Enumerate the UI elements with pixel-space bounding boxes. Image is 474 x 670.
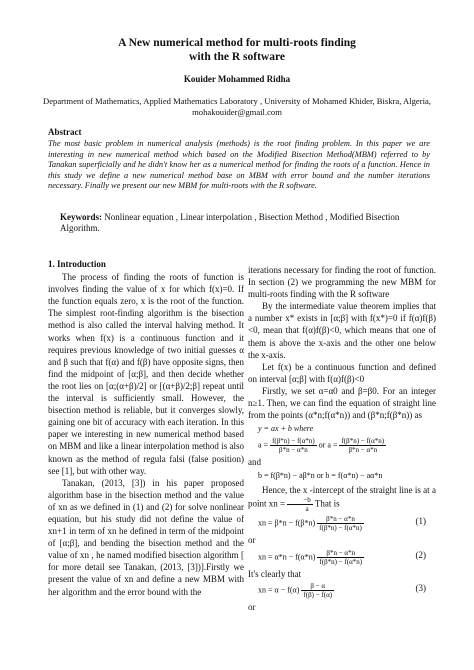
right-paragraph-4: Firstly, we set α=α0 and β=β0. For an integer n≥1. Then, we can find the equation of straight line from the points (α*n;f(α*n)) and (β*n;f(β*n)) as [248, 385, 436, 421]
or-word-1: or [248, 535, 256, 546]
right-column [248, 264, 436, 615]
xn-fraction: $\frac{-b}{a}$ [287, 496, 312, 513]
title-line-1: A New numerical method for multi-roots finding [118, 37, 356, 49]
slope-fraction-2: $\frac{f(\beta*n) - f(\alpha*n)}{\beta*n - \alpha*n}$ [341, 437, 385, 455]
keywords [60, 212, 420, 234]
clearly-text: It's clearly that [248, 568, 302, 579]
and-word: and [248, 457, 261, 468]
equation-number-1: (1) [415, 516, 426, 527]
keywords-text: Nonlinear equation , Linear interpolation , Bisection Method , Modified Bisection Algorithm. [60, 212, 400, 233]
author-name: Kouider Mohammed Ridha [183, 74, 291, 84]
author-affiliation: Department of Mathematics, Applied Mathematics Laboratory , University of Mohamed Khider, Biskra, Algeria, mohakouider@gmail.com [43, 96, 431, 117]
equation-1: xn = β*n − f(β*n) $\frac{\beta*n - \alpha*n}{f(\beta*n) - f(\alpha*n)}$ (1) [258, 515, 426, 533]
abstract-text: The most basic problem in numerical analysis (methods) is the root finding problem. In this paper we are interesting in new numerical method which based on the Modified Bisection Method(MBM) referred to by Tanakan superficially and he didn't know her as a numerical method for finding the roots of a function. Hence in this study we define a new numerical method base on MBM with error bound and the number iterations necessary. Finally we present our new MBM for multi-roots with the R software. [48, 139, 430, 191]
right-paragraph-3: Let f(x) be a continuous function and defined on interval [α;β] with f(α)f(β)<0 [248, 361, 436, 384]
keywords-label: Keywords: [60, 212, 102, 222]
right-paragraph-1: iterations necessary for finding the root of function. In section (2) we programming the new MBM for multi-roots finding with the R software [248, 265, 436, 300]
slope-equation: a = $\frac{f(\beta*n) - f(\alpha*n)}{\beta*n - \alpha*n}$ or a = $\frac{f(\beta*n) - f(\alpha*n)}{\beta*n - \alpha*n}$ [258, 437, 385, 455]
right-paragraph-5: Hence, the x -intercept of the straight line is at a point xn = $\frac{-b}{a}$ That is [248, 485, 436, 514]
intro-paragraph-1: The process of finding the roots of function is involves finding the value of x for which f(x)=0. If the function equals zero, x is the root of the function. The simplest root-finding algorithm is the bisection method is also called the interval halving method. It works when f(x) is a continuous function and it requires previous knowledge of two initial guesses α and β such that f(α) and f(β) have opposite signs, then find the midpoint of [α;β], and then decide whether the root lies on [α;(α+β)/2] or [(α+β)/2;β] repeat until the interval is sufficiently small. However, the bisection method is reliable, but it converges slowly, gaining one bit of accuracy with each iteration. In this paper we interesting in new numerical method based on MBM and like a linear interpolation method is also known as the method of regula falsi (false position) see [1], but with other way. [48, 272, 244, 476]
line-equation: y = ax + b where [258, 424, 314, 434]
title-line-2: with the R software [189, 51, 285, 63]
section-heading-introduction: 1. Introduction [48, 259, 106, 269]
intercept-equation: b = f(β*n) − aβ*n or b = f(α*n) − aα*n [258, 471, 383, 481]
equation-number-3: (3) [415, 582, 426, 593]
equation-number-2: (2) [415, 549, 426, 560]
right-paragraph-2: By the intermediate value theorem implies that a number x* exists in [α;β] with f(x*)=0 if f(α)f(β)<0, mean that f(α)f(β)<0, which means that one of them is above the x-axis and the other one below the x-axis. [248, 301, 436, 360]
paper-title [40, 36, 434, 64]
slope-fraction-1: $\frac{f(\beta*n) - f(\alpha*n)}{\beta*n - \alpha*n}$ [272, 437, 315, 455]
or-word-2: or [248, 601, 256, 612]
intro-paragraph-2: Tanakan, (2013, [3]) in his paper proposed algorithm base in the bisection method and the value of xn as we defined in (1) and (2) for solve nonlinear equation, but his study did not define the value of xn+1 in term of xn he defined in term of the midpoint of [α;β], and bending the bisection method and the value of xn , he named modified bisection algorithm [ for more detail see Tanakan, (2013, [3])].Firstly we present the value of xn and define a new MBM with her algorithm and the error bound with the [48, 477, 244, 597]
equation-2: xn = α*n − f(α*n) $\frac{\beta*n - \alpha*n}{f(\beta*n) - f(\alpha*n)}$ (2) [258, 548, 426, 566]
left-column [48, 258, 244, 598]
equation-3: xn = α − f(α) $\frac{\beta - \alpha}{f(\beta) - f(\alpha)}$ (3) [258, 581, 426, 599]
abstract-heading: Abstract [48, 127, 82, 137]
